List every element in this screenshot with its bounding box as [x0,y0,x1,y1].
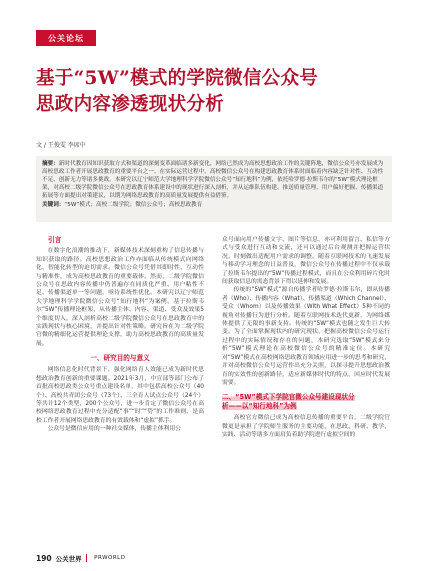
journal-name: 公关世界 [55,554,82,563]
article-title [36,66,396,118]
section-1-paragraph: 公众号是微信应用的一种社交媒体，传播主体利用公 [47,426,181,433]
page-footer [36,553,125,563]
body-paragraph: 传统的“5W”模式”源自传播学者哈罗德·拉斯韦尔，即从传播者（Who）、传播内容（What）、传播渠道（Which Channel）、受众（Whom）以及传播效果（With What Effect）5种不同的视角对传播行为进行分析。随着互联网技术迭代更新，为网络媒体提供了无限的事新支持。传统的“5W”模式也随之发生巨大转变。为了全面掌握现状内的研究现状，把握高校微信公众号运行过程中的实际情况和存在的问题，本研究选取“5W”模式来分析“5W”模式理论在高校微信公众号的精准定位。本研究对“5W”模式在高校网络思政教育领域应用进一步的思考和研究，并对高校微信公众号运营作出充分关照，以探寻提升思想政治教育的实效性的创新路径，适应新媒体时代的特点，回应时代发展需要。 [222,287,390,386]
journal-name-en: PRWORLD [94,555,126,561]
intro-heading: 引言 [48,236,62,244]
section-1-paragraph: 网络信息化时代背景下，强化网络育人效能已成为新时代思想政治教育创新的重要课题。2021年3月，中宣部等部门公布了首批高校思政类公众号重点建设名单，其中包括高校公众号（40个）、高校共青团公众号（73个）、三全育人试点公众号（24个）等共计12个类型，200个公众号，进一步肯定了微信公众号在高校网络思政教育过程中充分适配“事”“时”“势”的工作准则，是高校工作者开展网络思政教育的有效载体和“虚拟”抓手。 [36,367,204,424]
right-column [222,236,390,440]
abstract-box [36,156,392,222]
left-column [36,236,204,434]
section-tag: 公关论坛 [36,30,96,46]
section-1-heading: 一、研究目的与意义 [90,354,150,363]
section-2-heading-line-1: 二、“5W”模式下学院官微公众号建设现状分 [222,393,355,402]
section-2-heading [222,393,390,411]
intro-paragraph: 在数字化浪潮的推动下，新媒体技术深刻重构了信息传播与知识获取的路径。高校思想政治工作亦面临从传统模式向网络化、智能化转型的迫切需求。微信公众号凭借其即时性、互动性与精准性，成为高校思政教育的重要载体。然而，二级学院微信公众号在思政内容传播中仍普遍存在同质化严重、用户粘性不足、传播渠道单一等问题，亟待系统性优化。本研究以辽宁师范大学地理科学学院微信公众号“知行地科”为案例，基于拉斯韦尔“5W”传播理论框架，从传播主体、内容、渠道、受众及效果5个维度切入，深入剖析高校二级学院微信公众号在思政教育中的实践现状与核心困境，并提出针对性策略。研究旨在为二级学院官微的精细化运营提供理论支撑，助力高校思政教育的高质量发展。 [36,248,204,347]
section-2-heading-line-2: 析——以“知行地科”为例 [222,402,297,411]
title-line-1: 基于“5W”模式的学院微信公众号 [36,68,319,89]
section-2-paragraph: 高校官方微信已成为高校信息传播的重要平台，二级学院官微更是承担了学院师生服务的主要功能，在思政、科研、教学、实践、活动等诸多方面肩负着助学院进行虚拟空间的 [222,415,390,439]
title-line-2: 思政内容渗透现状分析 [36,94,225,115]
abstract-text: 新时代教育因知识获取方式和渠道的深刻变革面临诸多新变化，网络已然成为高校思想政治工作的关键阵地，微信公众号亦发展成为高校思政工作者开展思政教育的重要平台之一。在实际运营过程中，高校微信公众号在构建思政教育体系时面临着内容缺乏针对性、互动性不足、创新无力等诸多挑战。本研究以辽宁师范大学地理科学学院微信公众号“知行地科”为例，依托哈罗德·拉斯韦尔的“5W”模式理论框架，对高校二级学院微信公众号在思政教育体系建设中的现状进行深入剖析，并从运维队伍构建、推送质量管理、用户偏好把握、传播渠道拓展等方面提出对策建议，以期为网络思政教育的高质量发展提供有益借鉴。 [42,161,384,199]
page-number: 190 [36,553,52,563]
abstract [42,160,386,200]
author-byline: 文 / 王俊雯 李席中 [36,142,86,149]
keywords-text: “5W”模式；高校二级学院；微信公众号；高校思政教育 [64,202,203,208]
keywords [42,201,386,209]
footer-divider [86,554,88,562]
keywords-label: 关键词： [42,202,65,208]
body-paragraph: 众号面向用户传播文字、图片等信息，亦可利用留言、私信等方式与受众进行互动和交流，还可以通过后台观测并把握运营状况。时刻做出适配用户需求的调整。随着互联网技术的飞速发展与移动学习理念的日益普及，微信公众号在传播过程中不仅承载了拉斯韦尔提出的“5W”传播过程模式，而且在公众利用碎片化时间获取信息的需态背景下得以延伸和发展。 [222,237,390,286]
abstract-label: 摘要： [42,161,59,167]
